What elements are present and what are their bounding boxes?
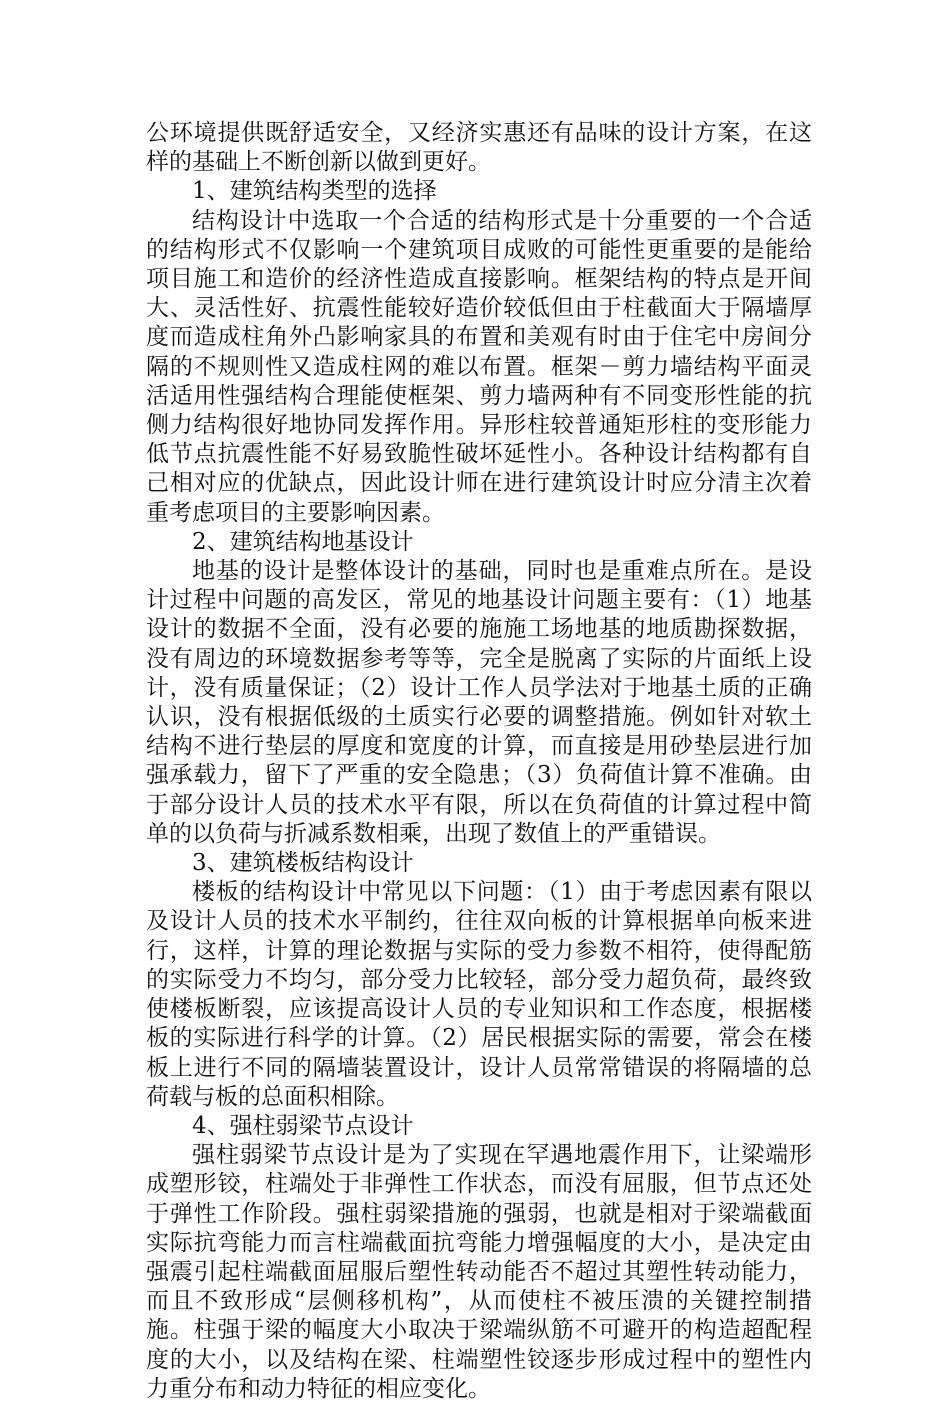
paragraph-foundation-design: 地基的设计是整体设计的基础，同时也是重难点所在。是设计过程中问题的高发区，常见的地基设计问题主要有：（1）地基设计的数据不全面，没有必要的施施工场地基的地质勘探数据，没有周边的环境数据参考等等，完全是脱离了实际的片面纸上设计，没有质量保证；（2）设计工作人员学法对于地基土质的正确认识，没有根据低级的土质实行必要的调整措施。例如针对软土结构不进行垫层的厚度和宽度的计算，而直接是用砂垫层进行加强承载力，留下了严重的安全隐患；（3）负荷值计算不准确。由于部分设计人员的技术水平有限，所以在负荷值的计算过程中简单的以负荷与折减系数相乘，出现了数值上的严重错误。 bbox=[146, 558, 812, 847]
section-heading-4: 4、强柱弱梁节点设计 bbox=[192, 1112, 414, 1139]
paragraph-floor-slab-design: 楼板的结构设计中常见以下问题：（1）由于考虑因素有限以及设计人员的技术水平制约，往往双向板的计算根据单向板来进行，这样，计算的理论数据与实际的受力参数不相符，使得配筋的实际受力不均匀，部分受力比较轻，部分受力超负荷，最终致使楼板断裂，应该提高设计人员的专业知识和工作态度，根据楼板的实际进行科学的计算。（2）居民根据实际的需要，常会在楼板上进行不同的隔墙装置设计，设计人员常常错误的将隔墙的总荷载与板的总面积相除。 bbox=[146, 879, 812, 1110]
section-heading-1: 1、建筑结构类型的选择 bbox=[192, 178, 437, 205]
paragraph-structure-type: 结构设计中选取一个合适的结构形式是十分重要的一个合适的结构形式不仅影响一个建筑项目成败的可能性更重要的是能给项目施工和造价的经济性造成直接影响。框架结构的特点是开间大、灵活性好、抗震性能较好造价较低但由于柱截面大于隔墙厚度而造成柱角外凸影响家具的布置和美观有时由于住宅中房间分隔的不规则性又造成柱网的难以布置。框架－剪力墙结构平面灵活适用性强结构合理能使框架、剪力墙两种有不同变形性能的抗侧力结构很好地协同发挥作用。异形柱较普通矩形柱的变形能力低节点抗震性能不好易致脆性破坏延性小。各种设计结构都有自己相对应的优缺点，因此设计师在进行建筑设计时应分清主次着重考虑项目的主要影响因素。 bbox=[146, 207, 812, 526]
section-heading-2: 2、建筑结构地基设计 bbox=[192, 528, 414, 555]
document-body bbox=[146, 119, 812, 1404]
section-heading-3: 3、建筑楼板结构设计 bbox=[192, 850, 414, 877]
paragraph-strong-column-weak-beam: 强柱弱梁节点设计是为了实现在罕遇地震作用下，让梁端形成塑形铰，柱端处于非弹性工作状态，而没有屈服，但节点还处于弹性工作阶段。强柱弱梁措施的强弱，也就是相对于梁端截面实际抗弯能力而言柱端截面抗弯能力增强幅度的大小，是决定由强震引起柱端截面屈服后塑性转动能否不超过其塑性转动能力，而且不致形成“层侧移机构”，从而使柱不被压溃的关键控制措施。柱强于梁的幅度大小取决于梁端纵筋不可避开的构造超配程度的大小，以及结构在梁、柱端塑性铰逐步形成过程中的塑性内力重分布和动力特征的相应变化。 bbox=[146, 1142, 812, 1402]
paragraph-intro-continued: 公环境提供既舒适安全，又经济实惠还有品味的设计方案，在这样的基础上不断创新以做到更好。 bbox=[146, 120, 812, 176]
